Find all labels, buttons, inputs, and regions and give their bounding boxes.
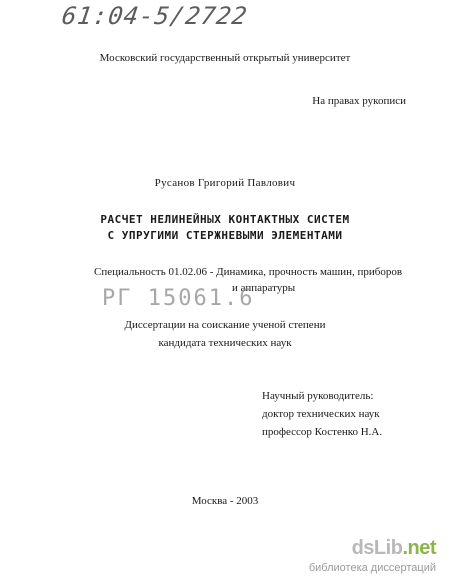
thesis-title-line-1: РАСЧЕТ НЕЛИНЕЙНЫХ КОНТАКТНЫХ СИСТЕМ	[100, 213, 350, 226]
library-stamp: РГ 15061.6	[102, 286, 255, 311]
advisor-name: профессор Костенко Н.А.	[262, 426, 383, 438]
logo-tld-text: .net	[402, 537, 436, 559]
manuscript-rights-note: На правах рукописи	[312, 95, 406, 107]
dslib-logo-watermark	[352, 537, 436, 560]
handwritten-catalog-code: 61:04-5/2722	[60, 2, 250, 30]
advisor-degree: доктор технических наук	[262, 408, 380, 420]
dissertation-line-1: Диссертации на соискание ученой степени	[124, 319, 326, 331]
thesis-title-line-2: С УПРУГИМИ СТЕРЖНЕВЫМИ ЭЛЕМЕНТАМИ	[107, 229, 343, 242]
watermark-subtitle: библиотека диссертаций	[308, 562, 436, 574]
advisor-label: Научный руководитель:	[262, 390, 374, 402]
university-name: Московский государственный открытый университет	[99, 52, 351, 64]
logo-main-text: dsLib	[351, 537, 403, 559]
specialty-line-2: и аппаратуры	[232, 282, 296, 294]
author-name: Русанов Григорий Павлович	[154, 177, 296, 189]
dissertation-line-2: кандидата технических наук	[158, 337, 292, 349]
city-year: Москва - 2003	[191, 495, 259, 507]
specialty-line-1: Специальность 01.02.06 - Динамика, прочность машин, приборов	[94, 266, 403, 278]
